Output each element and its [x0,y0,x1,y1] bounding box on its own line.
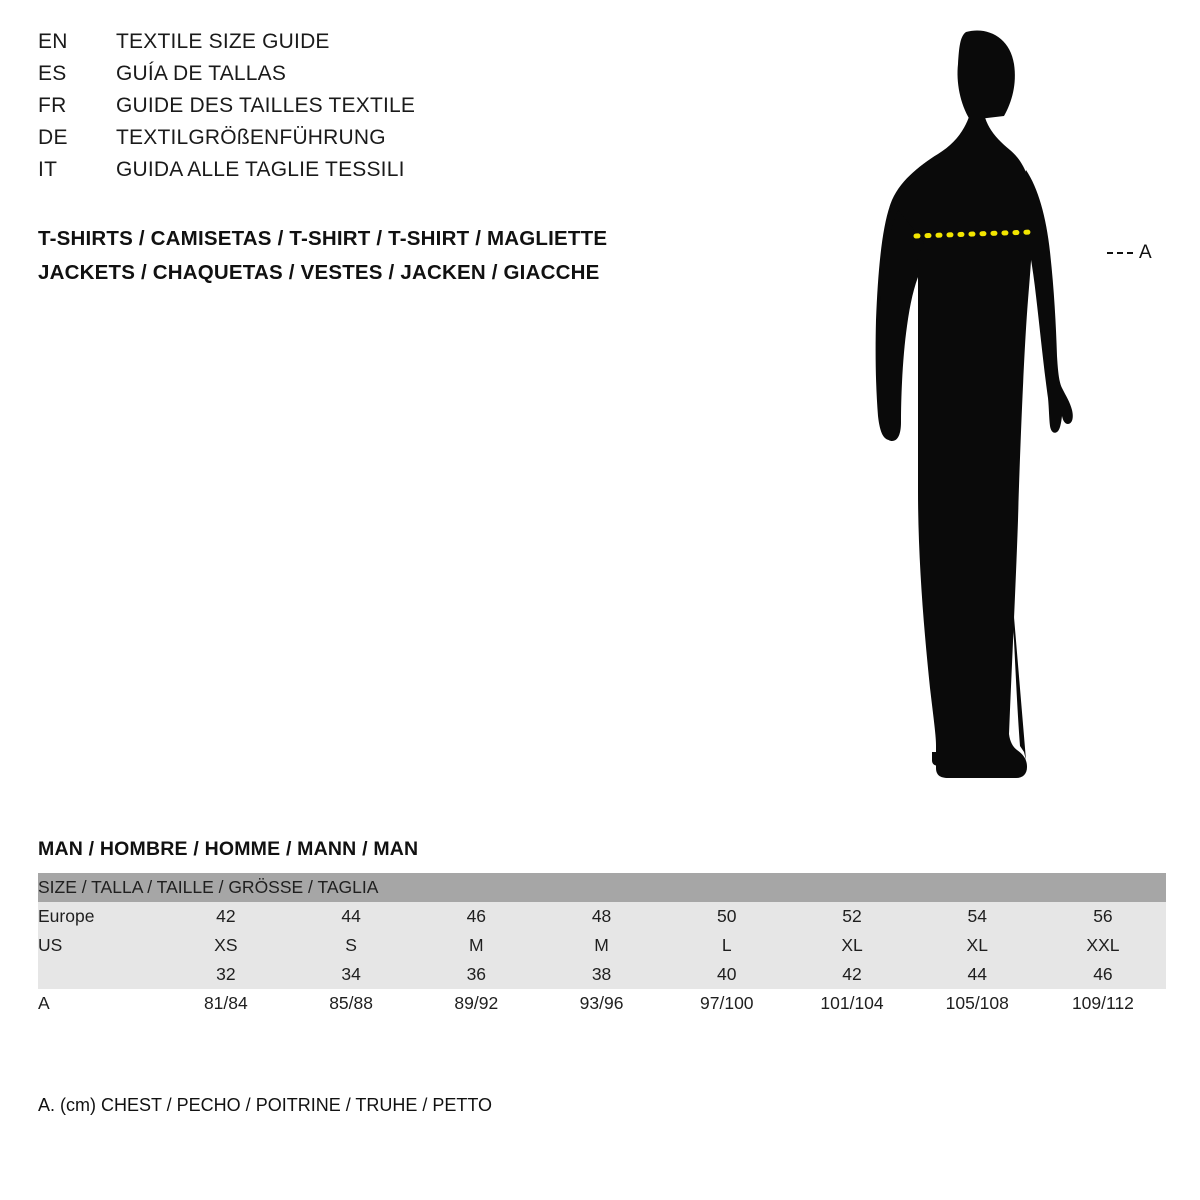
cell-value: XL [789,931,914,960]
cell-value: 52 [789,902,914,931]
chest-callout-label: A [1139,242,1152,263]
cell-value: 32 [163,960,288,989]
cell-value: 101/104 [789,989,914,1018]
measurement-footnote: A. (cm) CHEST / PECHO / POITRINE / TRUHE / PETTO [38,1095,493,1115]
cell-value: XL [915,931,1040,960]
table-row [38,989,1166,1018]
cell-value: 38 [539,960,664,989]
cell-value: 97/100 [664,989,789,1018]
cell-value: XXL [1040,931,1166,960]
body-figure [820,20,1180,790]
cell-value: 44 [915,960,1040,989]
cell-value: 36 [414,960,539,989]
cell-value: 34 [288,960,413,989]
dashed-leader-icon [1107,252,1133,254]
language-title: GUIDE DES TAILLES TEXTILE [116,94,416,117]
language-title: TEXTILE SIZE GUIDE [116,30,330,53]
size-table [38,873,1166,1018]
cell-value: 46 [414,902,539,931]
row-label-blank [38,960,163,989]
cell-value: S [288,931,413,960]
table-row [38,960,1166,989]
language-title: GUIDA ALLE TAGLIE TESSILI [116,158,405,181]
cell-value: 81/84 [163,989,288,1018]
cell-value: 46 [1040,960,1166,989]
cell-value: 93/96 [539,989,664,1018]
cell-value: M [414,931,539,960]
language-title: GUÍA DE TALLAS [116,62,287,85]
silhouette-svg [820,20,1180,790]
language-row [38,30,738,62]
cell-value: 56 [1040,902,1166,931]
table-row [38,931,1166,960]
category-jackets: JACKETS / CHAQUETAS / VESTES / JACKEN / GIACCHE [38,261,600,284]
cell-value: L [664,931,789,960]
cell-value: 89/92 [414,989,539,1018]
language-row [38,158,738,190]
language-title: TEXTILGRÖßENFÜHRUNG [116,126,386,149]
row-label-europe: Europe [38,902,163,931]
language-row [38,126,738,158]
cell-value: 50 [664,902,789,931]
silhouette-shape [876,30,1073,778]
cell-value: 44 [288,902,413,931]
cell-value: 48 [539,902,664,931]
language-row [38,94,738,126]
table-row [38,902,1166,931]
cell-value: 40 [664,960,789,989]
cell-value: 42 [163,902,288,931]
row-label-a: A [38,989,163,1018]
cell-value: XS [163,931,288,960]
category-headings [38,222,798,290]
language-code: IT [38,158,58,181]
size-table-section [38,838,1166,1018]
cell-value: 109/112 [1040,989,1166,1018]
language-row [38,62,738,94]
language-code: DE [38,126,68,149]
language-code: ES [38,62,67,85]
row-label-us: US [38,931,163,960]
chest-callout [1107,242,1152,264]
cell-value: 54 [915,902,1040,931]
cell-value: 85/88 [288,989,413,1018]
language-code: EN [38,30,68,53]
table-header-row [38,873,1166,902]
cell-value: M [539,931,664,960]
language-list [38,30,738,190]
category-tshirts: T-SHIRTS / CAMISETAS / T-SHIRT / T-SHIRT / MAGLIETTE [38,227,608,250]
table-header-label: SIZE / TALLA / TAILLE / GRÖSSE / TAGLIA [38,873,1166,902]
cell-value: 42 [789,960,914,989]
cell-value: 105/108 [915,989,1040,1018]
table-section-title: MAN / HOMBRE / HOMME / MANN / MAN [38,838,419,860]
language-code: FR [38,94,67,117]
